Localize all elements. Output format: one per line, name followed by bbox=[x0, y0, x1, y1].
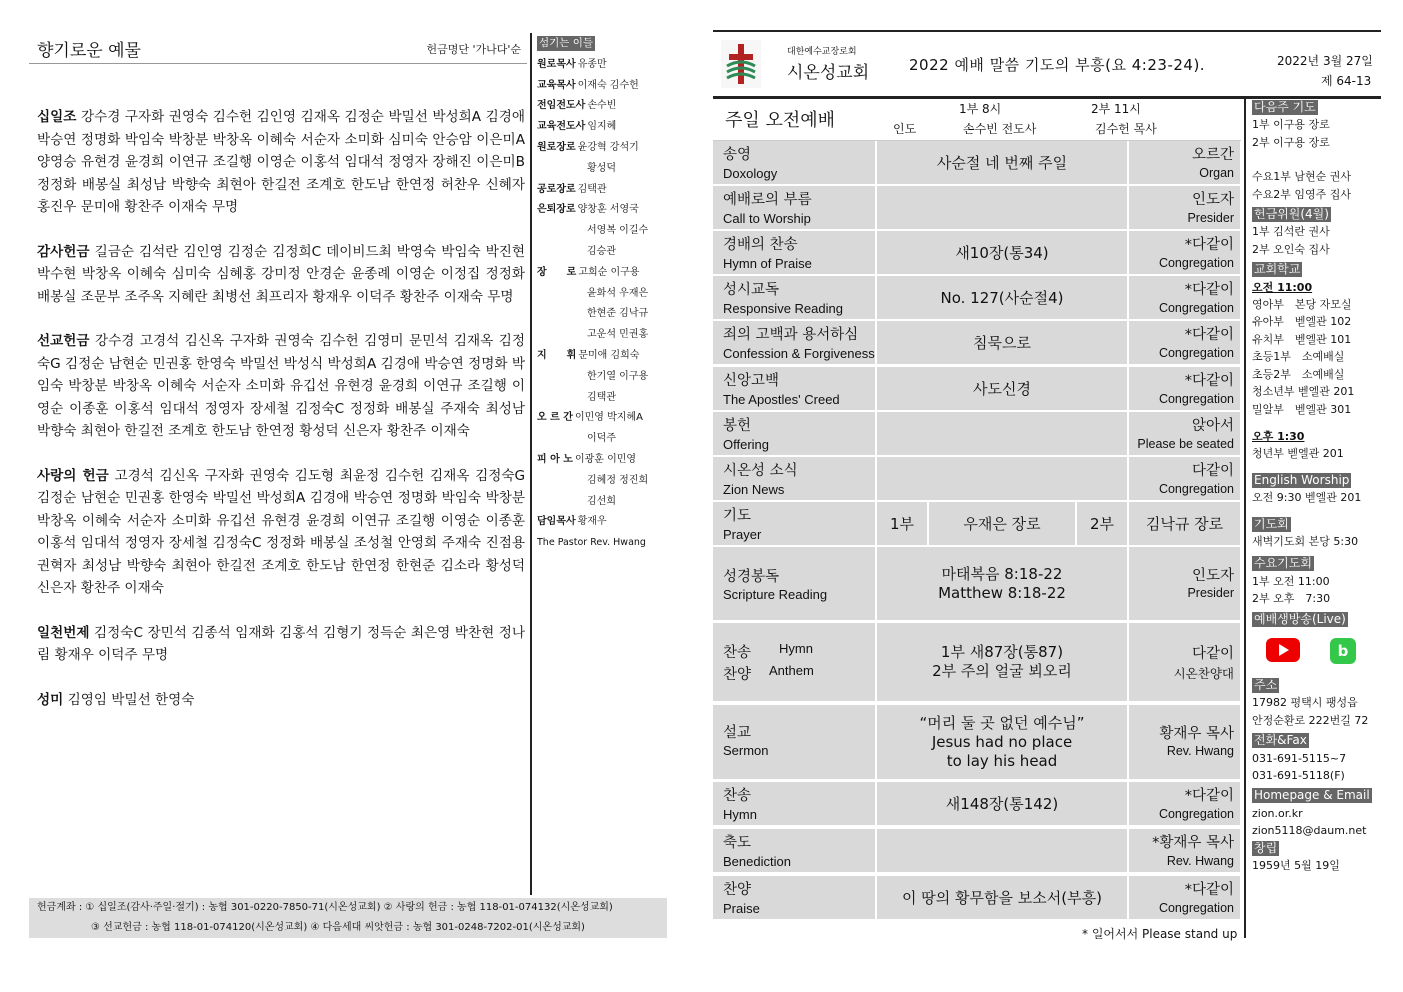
staff-role: 장 로 bbox=[537, 266, 577, 278]
bank-line-1: 헌금계좌 : ① 십일조(감사·주일·절기) : 농협 301-0220-7850-71(시온성교회) ② 사랑의 헌금 : 농협 118-01-074132(시온성교회) bbox=[37, 902, 613, 913]
staff-role: 피 아 노 bbox=[537, 453, 573, 465]
staff-role: 오 르 간 bbox=[537, 412, 573, 424]
staff-names: 황재우 bbox=[577, 516, 607, 528]
item-name-cell bbox=[713, 186, 875, 229]
item-content-cell bbox=[877, 829, 1127, 872]
item-leader-cell bbox=[1129, 367, 1240, 410]
prayer-leader-1 bbox=[929, 502, 1075, 545]
item-korean: 예배로의 부름 bbox=[723, 192, 812, 208]
staff-row bbox=[537, 55, 669, 76]
item-leader: *다같이 bbox=[1184, 237, 1234, 253]
staff-names: 문미애 김희숙 bbox=[578, 349, 640, 361]
staff-row bbox=[537, 492, 669, 513]
item-leader-cell bbox=[1129, 276, 1240, 319]
sermon-row bbox=[713, 705, 1240, 779]
staff-names: 고희순 이구용 bbox=[578, 266, 640, 278]
service-row bbox=[713, 367, 1240, 410]
item-korean: 설교 bbox=[723, 725, 752, 741]
staff-names: 황성덕 bbox=[587, 162, 616, 174]
school-am-time: 오전 11:00 bbox=[1252, 280, 1313, 294]
staff-names: 이민영 박지혜A bbox=[574, 412, 643, 424]
item-name-cell bbox=[713, 412, 875, 455]
staff-names: 김승관 bbox=[587, 245, 616, 257]
cross-logo-icon bbox=[721, 40, 761, 88]
item-leader-english: Congregation bbox=[1158, 301, 1234, 315]
staff-heading: 섬기는 이들 bbox=[539, 37, 594, 49]
item-leader-cell bbox=[1129, 457, 1240, 500]
staff-row bbox=[537, 471, 669, 492]
staff-row bbox=[537, 388, 669, 409]
service-row bbox=[713, 457, 1240, 500]
founded-heading: 창립 bbox=[1254, 840, 1278, 855]
prayer-part-label: 1부 bbox=[889, 515, 915, 533]
item-leader-english: Rev. Hwang bbox=[1166, 744, 1234, 758]
school-line: 영아부 본당 자모실 bbox=[1252, 298, 1352, 312]
pastor-english: The Pastor Rev. Hwang bbox=[537, 537, 646, 549]
item-content bbox=[877, 412, 1127, 455]
offering-list bbox=[37, 106, 525, 733]
youtube-icon[interactable] bbox=[1266, 638, 1300, 662]
item-english: Call to Worship bbox=[723, 211, 811, 226]
item-content-line: Matthew 8:18-22 bbox=[938, 583, 1066, 602]
offering-rice bbox=[37, 689, 525, 712]
staff-row bbox=[537, 429, 669, 450]
item-name-cell bbox=[713, 547, 875, 620]
staff-names: 임지혜 bbox=[587, 121, 617, 133]
item-content-lines bbox=[877, 623, 1127, 701]
staff-role: 교육목사 bbox=[537, 79, 576, 91]
item-english: Hymn bbox=[723, 807, 757, 822]
item-english: Hymn bbox=[779, 641, 813, 656]
item-leader-english: Congregation bbox=[1158, 392, 1234, 406]
item-leader: 다같이 bbox=[1191, 646, 1234, 662]
item-content bbox=[877, 457, 1127, 500]
staff-row bbox=[537, 180, 669, 201]
service-row bbox=[713, 782, 1240, 825]
item-leader-english: Presider bbox=[1187, 585, 1234, 600]
item-content: 새148장(통142) bbox=[945, 795, 1059, 813]
item-korean: 축도 bbox=[723, 835, 752, 851]
item-leader-english: Congregation bbox=[1158, 256, 1234, 270]
staff-row bbox=[537, 76, 669, 97]
item-leader: *다같이 bbox=[1184, 327, 1234, 343]
prayer-meeting-line: 새벽기도회 본당 5:30 bbox=[1252, 534, 1359, 548]
item-content-cell bbox=[877, 141, 1127, 184]
item-korean: 송영 bbox=[723, 147, 752, 163]
item-korean: 성경봉독 bbox=[723, 569, 780, 585]
item-content-cell bbox=[877, 782, 1127, 825]
staff-row bbox=[537, 284, 669, 305]
service-row bbox=[713, 141, 1240, 184]
item-content-line: Jesus had no place bbox=[931, 732, 1073, 751]
item-leader: 인도자 bbox=[1191, 567, 1234, 584]
item-name-cell bbox=[713, 782, 875, 825]
next-prayer-line: 2부 이구용 장로 bbox=[1252, 135, 1330, 149]
staff-row bbox=[537, 200, 669, 221]
staff-role: 전임전도사 bbox=[537, 100, 586, 112]
item-english: Zion News bbox=[723, 482, 785, 497]
staff-row bbox=[537, 96, 669, 117]
next-prayer-line: 수요1부 남현순 권사 bbox=[1252, 170, 1351, 184]
item-content: 사도신경 bbox=[973, 380, 1031, 398]
staff-row bbox=[537, 263, 669, 284]
item-korean: 경배의 찬송 bbox=[723, 237, 798, 253]
item-korean: 신앙고백 bbox=[723, 373, 780, 389]
offering-names: 길금순 김석란 김인영 김정순 김정희C 데이비드최 박영숙 박임숙 박진현 박수현 박창옥 이혜숙 심미숙 심혜홍 강미정 안경순 윤종례 이영순 이정집 정정화 배봉실 조문부 조주옥 지혜란 최병선 최프리자 황재우 이덕주 황찬주 이재숙 무명 bbox=[37, 243, 526, 305]
staff-names: 이광훈 이민영 bbox=[574, 453, 637, 465]
spacer bbox=[1252, 151, 1380, 168]
item-name-cell bbox=[713, 829, 875, 872]
bank-line-2: ③ 선교헌금 : 농협 118-01-074120(시온성교회) ④ 다음세대 씨앗헌금 : 농협 301-0248-7202-01(시온성교회) bbox=[91, 922, 585, 933]
offering-label: 일천번제 bbox=[37, 624, 90, 641]
prayer-leader-2 bbox=[1129, 502, 1240, 545]
item-leader-english: Organ bbox=[1199, 166, 1234, 180]
item-leader-cell bbox=[1129, 231, 1240, 274]
item-content-cell bbox=[877, 186, 1127, 229]
side-info bbox=[1252, 99, 1380, 874]
prayer-part-2 bbox=[1077, 502, 1127, 545]
item-leader-cell bbox=[1129, 782, 1240, 825]
item-name-cell bbox=[713, 502, 875, 545]
staff-row bbox=[537, 159, 669, 180]
item-leader-cell bbox=[1129, 829, 1240, 872]
item-name-cell bbox=[713, 231, 875, 274]
staff-list bbox=[537, 34, 669, 554]
staff-row bbox=[537, 450, 669, 471]
item-leader-english: Congregation bbox=[1158, 807, 1234, 821]
item-content-line: to lay his head bbox=[946, 751, 1058, 770]
staff-row bbox=[537, 408, 669, 429]
item-content bbox=[877, 829, 1127, 872]
item-korean: 찬송 bbox=[723, 645, 752, 661]
item-korean: 기도 bbox=[723, 508, 752, 524]
item-content-cell bbox=[877, 457, 1127, 500]
web-heading: Homepage & Email bbox=[1254, 788, 1370, 803]
school-line: 밀알부 벧엘관 301 bbox=[1252, 402, 1352, 416]
offering-names: 김정숙C 장민석 김종석 임재화 김홍석 김형기 정득순 최은영 박찬현 정나림 황재우 이덕주 무명 bbox=[37, 624, 525, 663]
address-heading: 주소 bbox=[1254, 677, 1278, 692]
item-content bbox=[877, 186, 1127, 229]
item-leader: 오르간 bbox=[1191, 147, 1234, 163]
school-line: 초등2부 소예배실 bbox=[1252, 367, 1345, 381]
staff-names: 윤강혁 강석기 bbox=[577, 141, 639, 153]
service-row bbox=[713, 321, 1240, 364]
item-korean: 봉헌 bbox=[723, 418, 752, 434]
staff-names: 손수빈 bbox=[587, 100, 617, 112]
item-english: Confession & Forgiveness bbox=[723, 346, 875, 361]
item-leader: 인도자 bbox=[1191, 192, 1234, 208]
item-name-cell bbox=[713, 876, 875, 919]
staff-names: 윤화석 우재은 bbox=[587, 287, 649, 299]
scripture-row bbox=[713, 547, 1240, 620]
offering-thousand bbox=[37, 622, 525, 667]
staff-row bbox=[537, 325, 669, 346]
school-line: 초등1부 소예배실 bbox=[1252, 350, 1345, 364]
item-korean: 찬양 bbox=[723, 882, 752, 898]
item-leader-english: Rev. Hwang bbox=[1166, 854, 1234, 868]
denomination: 대한예수교장로회 bbox=[787, 47, 857, 57]
next-prayer-heading: 다음주 기도 bbox=[1254, 100, 1316, 114]
item-english: Prayer bbox=[723, 527, 762, 542]
staff-row bbox=[537, 367, 669, 388]
offering-names: 강수경 구자화 권영숙 김수헌 김인영 김재옥 김정순 박밀선 박성희A 김경애 박승연 정명화 박임숙 박창분 박창옥 이혜숙 서순자 소미화 심미숙 안승암 이은미A 양영승 유현경 윤경희 이연규 조길행 이영순 이홍석 임대석 정영자 장해진 이은미B 정정화 배봉실 최성남 박향숙 최현아 한길전 조계호 한도남 한연정 허찬우 신혜자 홍진우 문미애 황찬주 이재숙 무명 bbox=[37, 109, 525, 215]
next-prayer-line: 수요2부 임영주 집사 bbox=[1252, 187, 1351, 201]
prayer-part-1 bbox=[877, 502, 927, 545]
item-content-cell bbox=[877, 876, 1127, 919]
item-content-cell bbox=[877, 231, 1127, 274]
prayer-meeting-heading: 기도회 bbox=[1254, 516, 1289, 531]
staff-role: 은퇴장로 bbox=[537, 204, 576, 216]
second-service-time: 2부 11시 bbox=[1091, 102, 1141, 116]
offering-thanks bbox=[37, 241, 525, 309]
item-content-line: 2부 주의 얼굴 뵈오리 bbox=[932, 662, 1072, 680]
homepage-link[interactable]: zion.or.kr bbox=[1252, 806, 1303, 820]
next-prayer-line: 1부 이구용 장로 bbox=[1252, 118, 1330, 132]
item-english: Doxology bbox=[723, 166, 778, 181]
bulletin-date: 2022년 3월 27일 bbox=[1277, 54, 1373, 68]
item-leader-english: Congregation bbox=[1158, 346, 1234, 360]
item-content-line: 1부 새87장(통87) bbox=[940, 643, 1064, 661]
item-name-cell bbox=[713, 276, 875, 319]
item-name-cell bbox=[713, 141, 875, 184]
item-leader-cell bbox=[1129, 547, 1240, 620]
item-content: 사순절 네 번째 주일 bbox=[936, 154, 1068, 172]
address-line: 17982 평택시 팽성읍 bbox=[1252, 696, 1358, 710]
offering-label: 감사헌금 bbox=[37, 243, 90, 260]
item-leader: *다같이 bbox=[1184, 882, 1234, 898]
staff-role: 담임목사 bbox=[537, 516, 576, 528]
staff-row bbox=[537, 346, 669, 367]
staff-names: 김택관 bbox=[587, 391, 616, 403]
staff-role: 원로목사 bbox=[537, 58, 576, 70]
service-row bbox=[713, 186, 1240, 229]
offering-label: 선교헌금 bbox=[37, 333, 90, 349]
school-line: 청소년부 벧엘관 201 bbox=[1252, 385, 1355, 399]
service-row bbox=[713, 876, 1240, 919]
prayer-leader-name: 김낙규 장로 bbox=[1145, 515, 1224, 533]
item-english: The Apostles' Creed bbox=[723, 392, 840, 407]
item-content-cell bbox=[877, 412, 1127, 455]
offering-mission bbox=[37, 330, 525, 443]
counter-line: 2부 오인숙 집사 bbox=[1252, 242, 1330, 256]
item-content-lines bbox=[877, 705, 1127, 779]
offering-names: 김영임 박밀선 한영숙 bbox=[67, 691, 195, 708]
offering-tithe bbox=[37, 106, 525, 219]
item-korean: 찬송 bbox=[723, 788, 752, 804]
school-heading: 교회학교 bbox=[1254, 262, 1301, 277]
offering-love bbox=[37, 465, 525, 600]
item-leader-cell bbox=[1129, 186, 1240, 229]
counter-heading: 헌금위원(4월) bbox=[1254, 207, 1329, 222]
offering-label: 십일조 bbox=[37, 109, 77, 125]
item-english: Anthem bbox=[769, 663, 814, 678]
item-content-cell bbox=[877, 321, 1127, 364]
leader-label: 인도 bbox=[893, 122, 917, 136]
english-line: 오전 9:30 벧엘관 201 bbox=[1252, 491, 1362, 505]
prayer-part-label: 2부 bbox=[1089, 515, 1115, 533]
item-content-cell bbox=[877, 367, 1127, 410]
church-logo bbox=[721, 40, 761, 88]
hymn-anthem-row bbox=[713, 623, 1240, 701]
item-name-cell bbox=[713, 457, 875, 500]
item-leader: *다같이 bbox=[1184, 282, 1234, 298]
item-leader-english: Congregation bbox=[1158, 901, 1234, 915]
staff-names: 한현준 김낙규 bbox=[587, 308, 649, 320]
staff-names: 한기열 이구용 bbox=[587, 370, 649, 382]
live-icons bbox=[1266, 638, 1380, 664]
item-name-cell bbox=[713, 321, 875, 364]
item-leader-cell bbox=[1129, 705, 1240, 779]
item-content: 새10장(통34) bbox=[955, 244, 1049, 262]
staff-role: 원로장로 bbox=[537, 141, 576, 153]
offering-label: 사랑의 헌금 bbox=[37, 467, 109, 484]
first-service-time: 1부 8시 bbox=[959, 102, 1002, 116]
staff-row bbox=[537, 242, 669, 263]
offering-label: 성미 bbox=[37, 691, 64, 708]
column-divider bbox=[530, 33, 532, 895]
item-leader: 다같이 bbox=[1191, 463, 1234, 479]
staff-names: 양창훈 서영국 bbox=[577, 204, 639, 216]
phone-line: 031-691-5118(F) bbox=[1252, 769, 1345, 782]
item-leader: *다같이 bbox=[1184, 788, 1234, 804]
founded-date: 1959년 5월 19일 bbox=[1252, 859, 1340, 873]
staff-names: 김선희 bbox=[587, 495, 616, 507]
counter-line: 1부 김석란 권사 bbox=[1252, 225, 1330, 239]
item-leader: 앉아서 bbox=[1191, 418, 1234, 434]
first-leader: 손수빈 전도사 bbox=[963, 122, 1037, 136]
school-line: 유치부 벧엘관 101 bbox=[1252, 332, 1352, 346]
item-leader-english: Presider bbox=[1187, 211, 1234, 225]
item-content-lines bbox=[877, 547, 1127, 620]
wednesday-heading: 수요기도회 bbox=[1254, 556, 1312, 571]
school-pm-line: 청년부 벧엘관 201 bbox=[1252, 447, 1344, 461]
school-line: 유아부 벧엘관 102 bbox=[1252, 315, 1352, 329]
item-content-cell bbox=[877, 547, 1127, 620]
offering-names: 강수경 고경석 김신옥 구자화 권영숙 김수헌 김영미 문민석 김재옥 김정숙G 김정순 남현순 민권홍 한영숙 박밀선 박성식 박성희A 김경애 박승연 정명화 박임숙 박창분 박창옥 이혜숙 서순자 소미화 유깁선 유현경 윤경희 이연규 조길행 이영순 이종훈 이홍석 임대석 정영자 장세철 김정숙C 정정화 배봉실 주재숙 최성남 박향숙 최현아 한길전 조계호 한도남 한연정 황성덕 신은자 황찬주 이재숙 bbox=[37, 333, 525, 439]
item-english: Hymn of Praise bbox=[723, 256, 812, 271]
item-content-cell bbox=[877, 705, 1127, 779]
staff-names: 김혜정 정진희 bbox=[587, 474, 649, 486]
wednesday-line: 1부 오전 11:00 bbox=[1252, 574, 1330, 588]
second-leader: 김수헌 목사 bbox=[1095, 122, 1157, 136]
item-korean: 죄의 고백과 용서하심 bbox=[723, 327, 859, 343]
staff-names: 김택관 bbox=[577, 183, 607, 195]
item-english: Benediction bbox=[723, 854, 791, 869]
church-name: 시온성교회 bbox=[787, 63, 870, 83]
staff-role: 교육전도사 bbox=[537, 121, 586, 133]
service-header bbox=[713, 96, 1241, 141]
item-leader-cell bbox=[1129, 412, 1240, 455]
item-name-cell bbox=[713, 623, 875, 701]
item-korean: 성시교독 bbox=[723, 282, 780, 298]
item-english: Scripture Reading bbox=[723, 587, 828, 602]
item-english: Offering bbox=[723, 437, 770, 452]
yearly-theme: 2022 예배 말씀 기도의 부흥(요 4:23-24). bbox=[909, 56, 1206, 74]
staff-row bbox=[537, 512, 669, 533]
prayer-leader-name: 우재은 장로 bbox=[963, 515, 1041, 533]
item-leader: *황재우 목사 bbox=[1152, 835, 1234, 851]
band-icon[interactable]: b bbox=[1330, 638, 1356, 664]
staff-role: 공로장로 bbox=[537, 183, 576, 195]
item-leader-english: Please be seated bbox=[1137, 437, 1234, 451]
item-korean: 시온성 소식 bbox=[723, 463, 798, 479]
phone-line: 031-691-5115~7 bbox=[1252, 751, 1347, 765]
item-name-cell bbox=[713, 705, 875, 779]
staff-row bbox=[537, 117, 669, 138]
wednesday-line: 2부 오후 7:30 bbox=[1252, 592, 1331, 606]
email-link[interactable]: zion5118@daum.net bbox=[1252, 824, 1367, 838]
staff-row bbox=[537, 221, 669, 242]
address-line: 안정순환로 222번길 72 bbox=[1252, 713, 1369, 727]
phone-heading: 전화&Fax bbox=[1254, 733, 1307, 748]
service-title: 주일 오전예배 bbox=[725, 110, 836, 131]
item-leader: *다같이 bbox=[1184, 373, 1234, 389]
item-english: Sermon bbox=[723, 743, 769, 758]
bank-accounts bbox=[29, 898, 667, 938]
offering-title: 향기로운 예물 bbox=[37, 41, 141, 61]
staff-rows bbox=[537, 55, 669, 533]
service-row bbox=[713, 829, 1240, 872]
staff-names: 고운석 민권홍 bbox=[587, 329, 649, 341]
item-english: Responsive Reading bbox=[723, 301, 843, 316]
staff-role: 지 휘 bbox=[537, 349, 577, 361]
item-leader-cell bbox=[1129, 141, 1240, 184]
staff-names: 서영복 이길수 bbox=[587, 225, 649, 237]
item-leader-cell bbox=[1129, 623, 1240, 701]
item-content-cell bbox=[877, 276, 1127, 319]
item-leader: 황재우 목사 bbox=[1159, 726, 1234, 742]
service-row bbox=[713, 412, 1240, 455]
staff-row bbox=[537, 138, 669, 159]
school-pm-time: 오후 1:30 bbox=[1252, 429, 1305, 443]
item-content: 침묵으로 bbox=[973, 334, 1031, 352]
prayer-row bbox=[713, 502, 1240, 545]
item-korean: 찬양 bbox=[723, 667, 752, 683]
staff-names: 이덕주 bbox=[587, 433, 616, 445]
english-heading: English Worship bbox=[1254, 472, 1350, 487]
item-content: 이 땅의 황무함을 보소서(부흥) bbox=[902, 889, 1102, 907]
item-name-cell bbox=[713, 367, 875, 410]
staff-row bbox=[537, 304, 669, 325]
item-content: No. 127(사순절4) bbox=[940, 289, 1064, 307]
item-leader-english: Congregation bbox=[1158, 482, 1234, 496]
bulletin-issue: 제 64-13 bbox=[1321, 74, 1372, 88]
item-leader-cell bbox=[1129, 321, 1240, 364]
item-leader-cell bbox=[1129, 876, 1240, 919]
offering-header bbox=[29, 33, 527, 64]
item-content-cell bbox=[877, 623, 1127, 701]
service-row bbox=[713, 231, 1240, 274]
standup-note: * 일어서서 Please stand up bbox=[1082, 927, 1238, 941]
offering-names: 고경석 김신옥 구자화 권영숙 김도형 최윤정 김수헌 김재옥 김정숙G 김정순 남현순 민권홍 한영숙 박밀선 박성희A 김경애 박승연 정명화 박임숙 박창분 박창옥 이혜숙 서순자 소미화 유깁선 유현경 윤경희 이연규 조길행 이영순 이종훈 이홍석 임대석 정영자 장세철 김정숙C 정정화 배봉실 조성철 안영희 주재숙 진점용 권혁자 최성남 박향숙 최현아 한길전 조계호 한도남 한연정 한현준 김소라 황성덕 신은자 황찬주 이재숙 bbox=[37, 467, 526, 596]
offering-subtitle: 헌금명단 '가나다'순 bbox=[426, 43, 521, 56]
staff-names: 유종만 bbox=[577, 58, 607, 70]
item-content-line: 마태복음 8:18-22 bbox=[941, 564, 1063, 583]
item-content-line: “머리 둘 곳 없던 예수님” bbox=[919, 713, 1085, 732]
staff-names: 이재숙 김수헌 bbox=[577, 79, 639, 91]
live-heading: 예배생방송(Live) bbox=[1254, 611, 1346, 626]
item-english: Praise bbox=[723, 901, 760, 916]
church-header bbox=[713, 30, 1381, 99]
item-leader-english: 시온찬양대 bbox=[1173, 667, 1234, 681]
column-divider bbox=[1244, 96, 1246, 938]
service-row bbox=[713, 276, 1240, 319]
